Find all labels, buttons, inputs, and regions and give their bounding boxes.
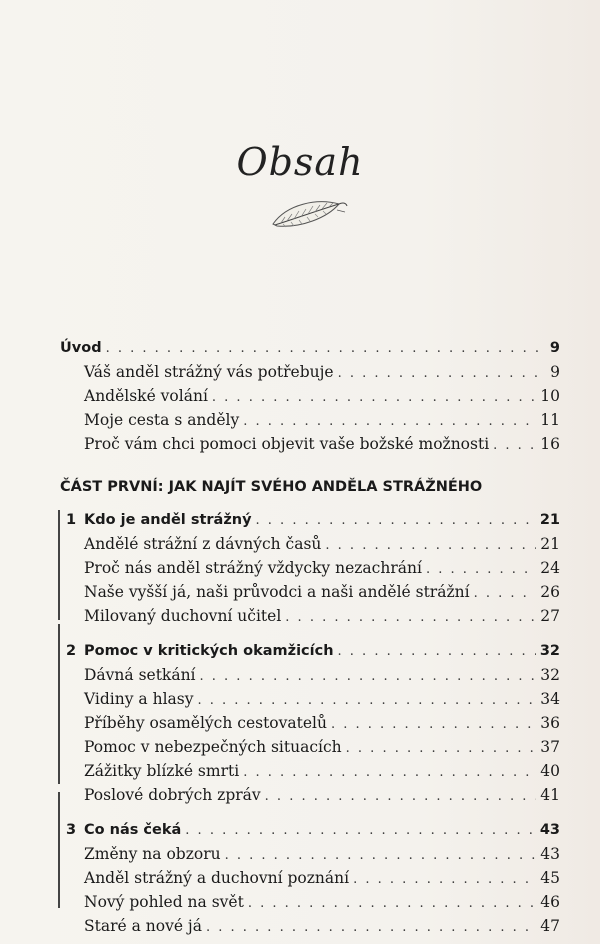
page-number: 21 [540,535,560,553]
chapter-rule [58,624,60,784]
toc-entry[interactable]: Nový pohled na svět . . . 46 [60,890,560,914]
page-title: Obsah [236,140,364,184]
toc-entry[interactable]: Staré a nové já . . . 47 [60,914,560,938]
toc-entry[interactable]: Dávná setkání . . . 32 [60,663,560,687]
page-number: 16 [540,435,560,453]
page-number: 21 [539,512,560,528]
chapter-rule [58,792,60,908]
page-number: 34 [540,690,560,708]
page-number: 45 [540,869,560,887]
toc-entry-intro[interactable]: Úvod . . . 9 [60,336,560,360]
page-number: 26 [540,583,560,601]
page-number: 9 [549,340,560,356]
toc-entry[interactable]: Moje cesta s anděly . . . 11 [60,408,560,432]
toc-entry[interactable]: Změny na obzoru . . . 43 [60,842,560,866]
toc-entry[interactable]: Andělské volání . . . 10 [60,384,560,408]
chapter-rule [58,510,60,620]
toc-entry[interactable]: Váš anděl strážný vás potřebuje . . . 9 [60,360,560,384]
page-number: 47 [540,917,560,935]
toc-entry[interactable]: Milovaný duchovní učitel . . . 27 [60,604,560,628]
toc-entry[interactable]: Pomoc v nebezpečných situacích . . . 37 [60,735,560,759]
page-number: 43 [540,845,560,863]
page-number: 40 [540,762,560,780]
toc-entry[interactable]: Poslové dobrých zpráv . . . 41 [60,783,560,807]
toc-chapter-2[interactable]: 2 Pomoc v kritických okamžicích . . . 32 [60,639,560,663]
page-number: 9 [550,363,560,381]
page-number: 11 [540,411,560,429]
page-number: 32 [540,666,560,684]
page-number: 36 [540,714,560,732]
toc-entry[interactable]: Vidiny a hlasy . . . 34 [60,687,560,711]
page-number: 27 [540,607,560,625]
part-heading: ČÁST PRVNÍ: JAK NAJÍT SVÉHO ANDĚLA STRÁŽNÉHO [60,479,483,495]
page-number: 24 [540,559,560,577]
page-number: 43 [539,822,560,838]
toc-chapter-3[interactable]: 3 Co nás čeká . . . 43 [60,818,560,842]
toc-entry[interactable]: Anděl strážný a duchovní poznání . . . 45 [60,866,560,890]
toc-entry[interactable]: Andělé strážní z dávných časů . . . 21 [60,532,560,556]
page-number: 37 [540,738,560,756]
toc-entry[interactable]: Proč nás anděl strážný vždycky nezachrání . . . 24 [60,556,560,580]
page-number: 46 [540,893,560,911]
toc-chapter-1[interactable]: 1 Kdo je anděl strážný . . . 21 [60,508,560,532]
toc-entry[interactable]: Naše vyšší já, naši průvodci a naši andělé strážní . . . 26 [60,580,560,604]
toc-entry[interactable]: Proč vám chci pomoci objevit vaše božské možnosti . . . 16 [60,432,560,456]
table-of-contents [60,336,560,938]
toc-entry[interactable]: Příběhy osamělých cestovatelů . . . 36 [60,711,560,735]
page-number: 32 [539,643,560,659]
feather-icon [267,194,349,238]
toc-entry[interactable]: Zážitky blízké smrti . . . 40 [60,759,560,783]
page-number: 41 [540,786,560,804]
page-number: 10 [540,387,560,405]
